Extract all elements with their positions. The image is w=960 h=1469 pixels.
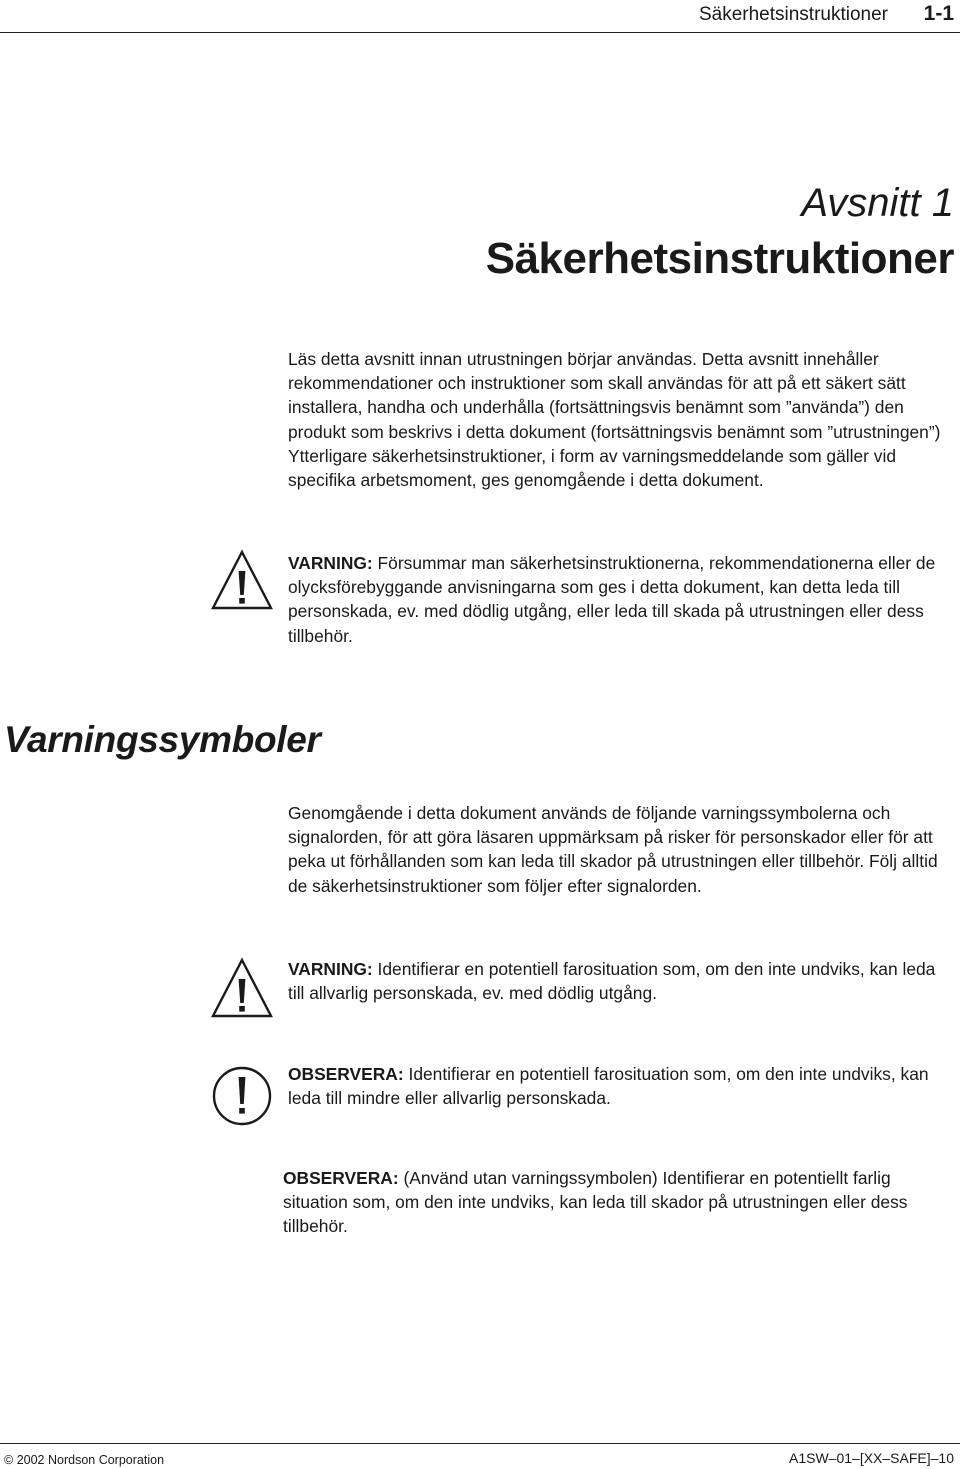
copyright-text: 2002 Nordson Corporation bbox=[16, 1453, 165, 1467]
footer-copyright bbox=[4, 1453, 164, 1467]
chapter-label: Avsnitt 1 bbox=[801, 181, 954, 225]
warning-triangle-icon bbox=[210, 549, 274, 613]
note-definition-text: (Använd utan varningssymbolen) Identifierar en potentiellt farlig situation som, om den inte undviks, kan leda till skador på utrustningen eller dess tillbehör. bbox=[283, 1168, 908, 1237]
main-warning-label: VARNING: bbox=[288, 553, 373, 573]
symbols-intro: Genomgående i detta dokument används de följande varningssymbolerna och signalorden, för att göra läsaren uppmärksam på risker för personskador eller för att peka ut förhållanden som kan leda till skador på utrustningen eller tillbehör. Följ alltid de säkerhetsinstruktioner som följer efter signalorden. bbox=[288, 803, 938, 896]
warning-triangle-icon bbox=[210, 957, 274, 1021]
main-warning bbox=[288, 551, 956, 648]
header-divider bbox=[0, 32, 960, 33]
caution-definition bbox=[288, 1062, 956, 1110]
intro-paragraph: Läs detta avsnitt innan utrustningen börjar användas. Detta avsnitt innehåller rekommendationer och instruktioner som skall användas för att på ett säkert sätt installera, handha och underhålla (fortsättningsvis benämnt som ”använda”) den produkt som beskrivs i detta dokument (fortsättningsvis benämnt som ”utrustningen”) Ytterligare säkerhetsinstruktioner, i form av varningsmeddelande som gäller vid specifika arbetsmoment, ges genomgående i detta dokument. bbox=[288, 349, 941, 491]
warning-definition-text: Identifierar en potentiell farosituation som, om den inte undviks, kan leda till allvarlig personskada, ev. med dödlig utgång. bbox=[288, 959, 936, 1004]
header-title: Säkerhetsinstruktioner bbox=[698, 4, 888, 25]
warning-definition bbox=[288, 957, 956, 1005]
warning-definition-label: VARNING: bbox=[288, 959, 373, 979]
note-definition-label: OBSERVERA: bbox=[283, 1168, 399, 1188]
copyright-icon: © bbox=[4, 1453, 14, 1467]
caution-definition-text: Identifierar en potentiell farosituation som, om den inte undviks, kan leda till mindre eller allvarlig personskada. bbox=[288, 1064, 929, 1109]
main-warning-text: Försummar man säkerhetsinstruktionerna, rekommendationerna eller de olycksförebyggande anvisningarna som ges i detta dokument, kan detta leda till personskada, ev. med dödlig utgång, eller leda till skada på utrustningen eller dess tillbehör. bbox=[288, 553, 936, 646]
chapter-title: Säkerhetsinstruktioner bbox=[485, 234, 954, 283]
note-definition bbox=[283, 1166, 951, 1239]
section-heading: Varningssymboler bbox=[4, 719, 321, 760]
header-page-number: 1-1 bbox=[923, 2, 954, 25]
footer-divider bbox=[0, 1443, 960, 1444]
exclamation-circle-icon bbox=[210, 1064, 274, 1128]
footer-doc-code: A1SW–01–[XX–SAFE]–10 bbox=[789, 1450, 954, 1466]
caution-definition-label: OBSERVERA: bbox=[288, 1064, 404, 1084]
